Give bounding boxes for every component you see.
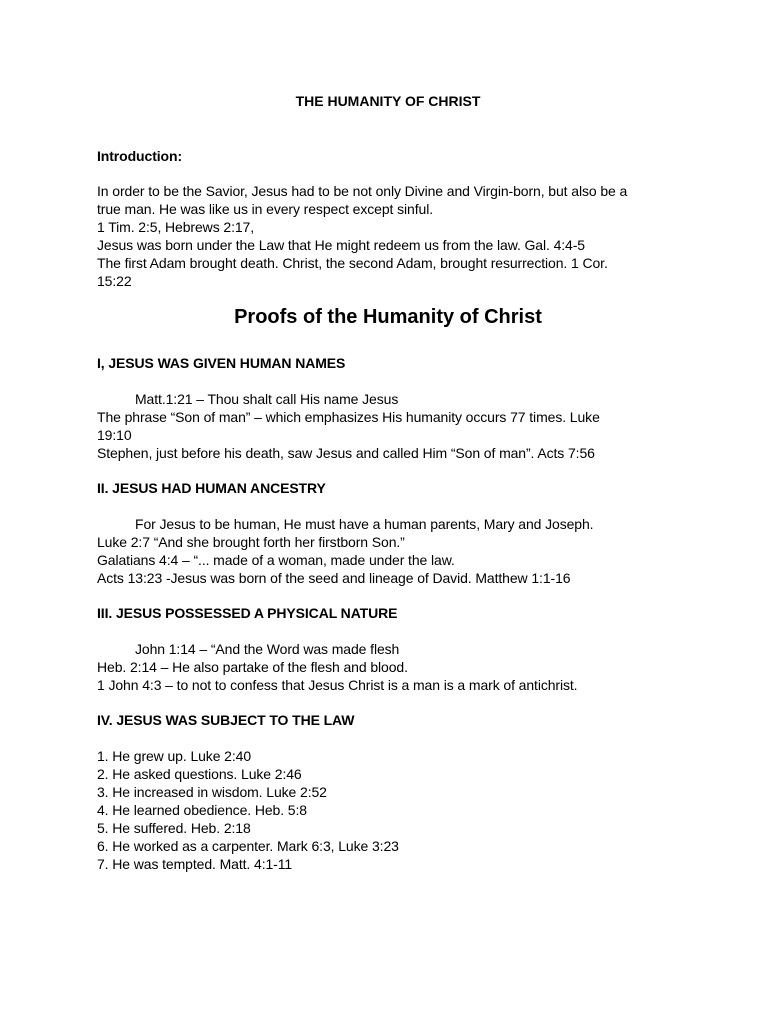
section-line: 1 John 4:3 – to not to confess that Jesus Christ is a man is a mark of antichrist. (97, 677, 578, 693)
list-item: 1. He grew up. Luke 2:40 (97, 748, 252, 764)
section-line: For Jesus to be human, He must have a human parents, Mary and Joseph. (135, 516, 594, 532)
section-line: 19:10 (97, 427, 132, 443)
section-line: Galatians 4:4 – “... made of a woman, made under the law. (97, 552, 455, 568)
section-heading-physical-nature: III. JESUS POSSESSED A PHYSICAL NATURE (97, 605, 398, 621)
section-line: Acts 13:23 -Jesus was born of the seed and lineage of David. Matthew 1:1-16 (97, 570, 571, 586)
list-item: 4. He learned obedience. Heb. 5:8 (97, 802, 307, 818)
introduction-line: 15:22 (97, 273, 132, 289)
introduction-line: true man. He was like us in every respect except sinful. (97, 201, 433, 217)
introduction-line: The first Adam brought death. Christ, the second Adam, brought resurrection. 1 Cor. (97, 255, 608, 271)
introduction-line: 1 Tim. 2:5, Hebrews 2:17, (97, 219, 255, 235)
section-line: Matt.1:21 – Thou shalt call His name Jesus (135, 391, 399, 407)
introduction-line: Jesus was born under the Law that He might redeem us from the law. Gal. 4:4-5 (97, 237, 585, 253)
list-item: 2. He asked questions. Luke 2:46 (97, 766, 302, 782)
section-line: John 1:14 – “And the Word was made flesh (135, 641, 400, 657)
section-line: The phrase “Son of man” – which emphasizes His humanity occurs 77 times. Luke (97, 409, 600, 425)
document-title: THE HUMANITY OF CHRIST (295, 93, 481, 109)
introduction-heading: Introduction: (97, 148, 183, 164)
list-item: 7. He was tempted. Matt. 4:1-11 (97, 856, 293, 872)
section-heading-human-names: I, JESUS WAS GIVEN HUMAN NAMES (97, 355, 346, 371)
list-item: 3. He increased in wisdom. Luke 2:52 (97, 784, 327, 800)
section-heading-human-ancestry: II. JESUS HAD HUMAN ANCESTRY (97, 480, 326, 496)
section-heading-subject-to-law: IV. JESUS WAS SUBJECT TO THE LAW (97, 712, 355, 728)
list-item: 6. He worked as a carpenter. Mark 6:3, Luke 3:23 (97, 838, 399, 854)
section-line: Luke 2:7 “And she brought forth her firstborn Son.” (97, 534, 405, 550)
main-heading: Proofs of the Humanity of Christ (234, 306, 542, 328)
introduction-line: In order to be the Savior, Jesus had to be not only Divine and Virgin-born, but also be a (97, 183, 628, 199)
section-line: Stephen, just before his death, saw Jesus and called Him “Son of man”. Acts 7:56 (97, 445, 595, 461)
section-line: Heb. 2:14 – He also partake of the flesh and blood. (97, 659, 408, 675)
list-item: 5. He suffered. Heb. 2:18 (97, 820, 251, 836)
